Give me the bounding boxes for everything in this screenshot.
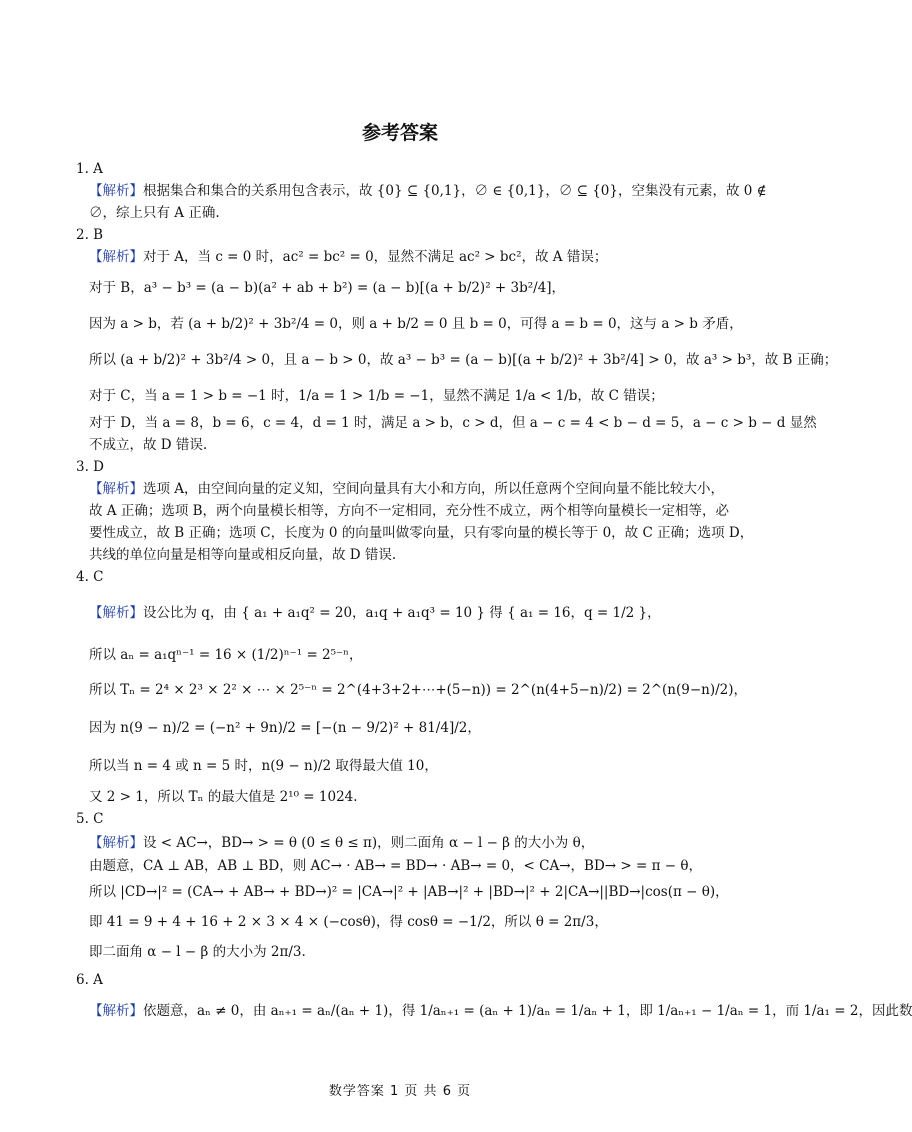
line-text: 设公比为 q，由 { a₁ + a₁q² = 20，a₁q + a₁q³ = 10 } 得 { a₁ = 16，q = 1/2 }，	[143, 605, 661, 621]
line-text: 要性成立，故 B 正确；选项 C，长度为 0 的向量叫做零向量，只有零向量的模长等于 0，故 C 正确；选项 D，	[89, 525, 754, 541]
solution-line	[89, 647, 363, 664]
analysis-tag: 【解析】	[89, 481, 143, 497]
question-number: 2. B	[76, 227, 104, 243]
analysis-line	[89, 1003, 912, 1020]
line-text: 对于 C，当 a = 1 > b = −1 时，1/a = 1 > 1/b = −1，显然不满足 1/a < 1/b，故 C 错误；	[89, 388, 664, 404]
line-text: 又 2 > 1，所以 Tₙ 的最大值是 2¹⁰ = 1024.	[89, 789, 358, 805]
analysis-tag: 【解析】	[89, 605, 143, 621]
solution-line	[89, 415, 817, 432]
line-text: 不成立，故 D 错误.	[89, 437, 208, 453]
solution-line	[89, 914, 608, 931]
solution-line	[89, 758, 438, 775]
analysis-tag: 【解析】	[89, 1003, 143, 1019]
solution-line	[89, 388, 664, 405]
solution-line	[89, 547, 396, 564]
solution-line	[89, 858, 702, 875]
solution-line	[89, 316, 743, 333]
question-number: 4. C	[76, 569, 104, 585]
analysis-line	[89, 249, 607, 266]
line-text: 由题意，CA ⊥ AB，AB ⊥ BD，则 AC→ · AB→ = BD→ · AB→ = 0，< CA→，BD→ > = π − θ，	[89, 858, 702, 874]
line-text: 故 A 正确；选项 B，两个向量模长相等，方向不一定相同，充分性不成立，两个相等向量模长一定相等，必	[89, 503, 730, 519]
solution-line	[89, 720, 481, 737]
solution-line	[89, 789, 358, 806]
solution-line	[89, 525, 753, 542]
line-text: 所以 (a + b/2)² + 3b²/4 > 0，且 a − b > 0，故 a³ − b³ = (a − b)[(a + b/2)² + 3b²/4] > 0，故 a³ > b³，故 B 正确；	[89, 352, 838, 368]
analysis-line	[89, 605, 661, 622]
solution-line	[89, 682, 747, 699]
solution-line	[89, 944, 306, 961]
solution-line	[89, 205, 220, 222]
line-text: 依题意，aₙ ≠ 0，由 aₙ₊₁ = aₙ/(aₙ + 1)，得 1/aₙ₊₁ = (aₙ + 1)/aₙ = 1/aₙ + 1，即 1/aₙ₊₁ − 1/aₙ = 1，而 1/a₁ = 2，因此数	[143, 1003, 912, 1019]
line-text: 对于 D，当 a = 8，b = 6，c = 4，d = 1 时，满足 a > b，c > d，但 a − c = 4 < b − d = 5，a − c > b − d 显然	[89, 415, 817, 431]
line-text: 所以 Tₙ = 2⁴ × 2³ × 2² × ⋯ × 2⁵⁻ⁿ = 2^(4+3+2+⋯+(5−n)) = 2^(n(4+5−n)/2) = 2^(n(9−n)/2)，	[89, 682, 748, 698]
analysis-line	[89, 481, 724, 498]
line-text: 共线的单位向量是相等向量或相反向量，故 D 错误.	[89, 547, 397, 563]
analysis-tag: 【解析】	[89, 183, 143, 199]
solution-line	[89, 503, 729, 520]
question-number: 5. C	[76, 811, 104, 827]
line-text: 选项 A，由空间向量的定义知，空间向量具有大小和方向，所以任意两个空间向量不能比较大小，	[143, 481, 725, 497]
line-text: 对于 B，a³ − b³ = (a − b)(a² + ab + b²) = (a − b)[(a + b/2)² + 3b²/4]，	[89, 280, 566, 296]
solution-line	[89, 437, 207, 454]
line-text: 所以当 n = 4 或 n = 5 时，n(9 − n)/2 取得最大值 10，	[89, 758, 438, 774]
analysis-tag: 【解析】	[89, 249, 143, 265]
line-text: 所以 |CD→|² = (CA→ + AB→ + BD→)² = |CA→|² + |AB→|² + |BD→|² + 2|CA→||BD→|cos(π − θ)，	[89, 884, 729, 900]
line-text: 因为 n(9 − n)/2 = (−n² + 9n)/2 = [−(n − 9/2)² + 81/4]/2，	[89, 720, 481, 736]
line-text: 即二面角 α − l − β 的大小为 2π/3.	[89, 944, 306, 960]
question-number: 3. D	[76, 459, 104, 475]
line-text: 根据集合和集合的关系用包含表示，故 {0} ⊆ {0,1}，∅ ∈ {0,1}，∅ ⊆ {0}，空集没有元素，故 0 ∉	[143, 183, 767, 199]
solution-line	[89, 352, 837, 369]
line-text: ∅，综上只有 A 正确.	[89, 205, 220, 221]
line-text: 对于 A，当 c = 0 时，ac² = bc² = 0，显然不满足 ac² > bc²，故 A 错误；	[143, 249, 608, 265]
analysis-tag: 【解析】	[89, 835, 143, 851]
analysis-line	[89, 835, 594, 852]
line-text: 设 < AC→，BD→ > = θ (0 ≤ θ ≤ π)，则二面角 α − l − β 的大小为 θ，	[143, 835, 595, 851]
solution-line	[89, 280, 565, 297]
solution-line	[89, 884, 729, 901]
question-number: 1. A	[76, 161, 103, 177]
question-number: 6. A	[76, 972, 103, 988]
line-text: 所以 aₙ = a₁qⁿ⁻¹ = 16 × (1/2)ⁿ⁻¹ = 2⁵⁻ⁿ，	[89, 647, 363, 663]
line-text: 即 41 = 9 + 4 + 16 + 2 × 3 × 4 × (−cosθ)，得 cosθ = −1/2，所以 θ = 2π/3，	[89, 914, 608, 930]
page-title: 参考答案	[361, 122, 438, 144]
line-text: 因为 a > b，若 (a + b/2)² + 3b²/4 = 0，则 a + b/2 = 0 且 b = 0，可得 a = b = 0，这与 a > b 矛盾，	[89, 316, 743, 332]
analysis-line	[89, 183, 767, 200]
page-footer: 数学答案 1 页 共 6 页	[328, 1084, 472, 1099]
